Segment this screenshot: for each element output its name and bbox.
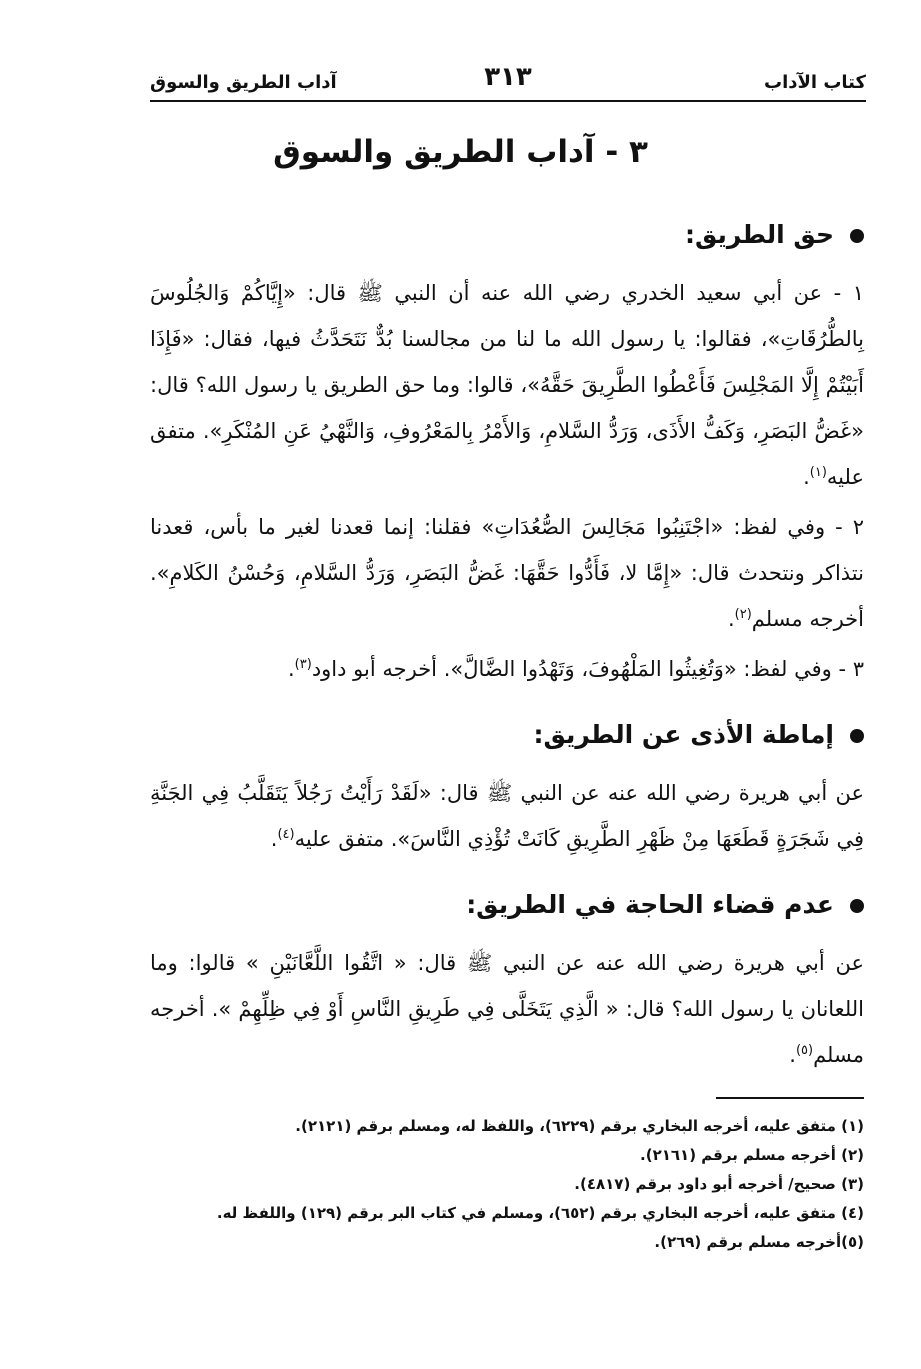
footnote: (٢) أخرجه مسلم برقم (٢١٦١). — [640, 1146, 864, 1164]
hadith-paragraph: ٣ - وفي لفظ: «وَتُغِيثُوا المَلْهُوفَ، وَتَهْدُوا الضَّالَّ». أخرجه أبو داود$^{(٣)}$. — [287, 657, 864, 681]
footnote-divider — [716, 1097, 864, 1099]
footnotes — [150, 1112, 864, 1257]
footnote: (١) متفق عليه، أخرجه البخاري برقم (٦٢٢٩)، واللفظ له، ومسلم برقم (٢١٢١). — [295, 1117, 864, 1135]
footnote: (٤) متفق عليه، أخرجه البخاري برقم (٦٥٢)، ومسلم في كتاب البر برقم (١٢٩) واللفظ له. — [216, 1204, 864, 1222]
header-divider — [150, 100, 866, 102]
footnote-ref: (٢) — [734, 607, 752, 622]
header-section-title: آداب الطريق والسوق — [150, 72, 337, 93]
bullet-icon — [850, 899, 864, 913]
footnote-ref: (٥) — [795, 1043, 814, 1058]
chapter-title: ٣ - آداب الطريق والسوق — [273, 134, 648, 170]
bullet-icon — [850, 729, 864, 743]
main-content — [150, 212, 864, 1082]
section-heading-road-right: حق الطريق: — [150, 212, 864, 258]
hadith-paragraph: ١ - عن أبي سعيد الخدري رضي الله عنه أن النبي ﷺ قال: «إِيَّاكُمْ وَالجُلُوسَ بِالطُّرُقَاتِ»، فقالوا: يا رسول الله ما لنا من مجالسنا بُدٌّ نَتَحَدَّثُ فيها، فقال: «فَإِذَا أَبَيْتُمْ إِلَّا المَجْلِسَ فَأَعْطُوا الطَّرِيقَ حَقَّهُ»، قالوا: وما حق الطريق يا رسول الله؟ قال: «غَضُّ البَصَرِ، وَكَفُّ الأَذَى، وَرَدُّ السَّلامِ، وَالأَمْرُ بِالمَعْرُوفِ، وَالنَّهْيُ عَنِ المُنْكَرِ». متفق عليه$^{(١)}$. — [150, 281, 864, 489]
bullet-icon — [850, 229, 864, 243]
header-book-title: كتاب الآداب — [764, 72, 866, 93]
running-header — [150, 62, 866, 102]
hadith-paragraph: ٢ - وفي لفظ: «اجْتَنِبُوا مَجَالِسَ الصُّعُدَاتِ» فقلنا: إنما قعدنا لغير ما بأس، قعدنا نتذاكر ونتحدث قال: «إِمَّا لا، فَأَدُّوا حَقَّهَا: غَضُّ البَصَرِ، وَرَدُّ السَّلامِ، وَحُسْنُ الكَلامِ». أخرجه مسلم$^{(٢)}$. — [150, 515, 864, 631]
footnote-ref: (١) — [809, 465, 827, 480]
page-number: ٣١٣ — [484, 62, 532, 92]
footnote-ref: (٣) — [294, 657, 312, 672]
footnote: (٥)أخرجه مسلم برقم (٢٦٩). — [654, 1233, 864, 1251]
footnote-ref: (٤) — [277, 827, 295, 842]
hadith-paragraph: عن أبي هريرة رضي الله عنه عن النبي ﷺ قال: « اتَّقُوا اللَّعَّانَيْنِ » قالوا: وما اللعانان يا رسول الله؟ قال: « الَّذِي يَتَخَلَّى فِي طَرِيقِ النَّاسِ أَوْ فِي ظِلِّهِمْ ». أخرجه مسلم$^{(٥)}$. — [150, 951, 864, 1067]
hadith-paragraph: عن أبي هريرة رضي الله عنه عن النبي ﷺ قال: «لَقَدْ رَأَيْتُ رَجُلاً يَتَقَلَّبُ فِي الجَنَّةِ فِي شَجَرَةٍ قَطَعَهَا مِنْ ظَهْرِ الطَّرِيقِ كَانَتْ تُؤْذِي النَّاسَ». متفق عليه$^{(٤)}$. — [150, 781, 864, 851]
section-heading-no-relieving: عدم قضاء الحاجة في الطريق: — [150, 882, 864, 928]
section-heading-removing-harm: إماطة الأذى عن الطريق: — [150, 712, 864, 758]
footnote: (٣) صحيح/ أخرجه أبو داود برقم (٤٨١٧). — [574, 1175, 864, 1193]
